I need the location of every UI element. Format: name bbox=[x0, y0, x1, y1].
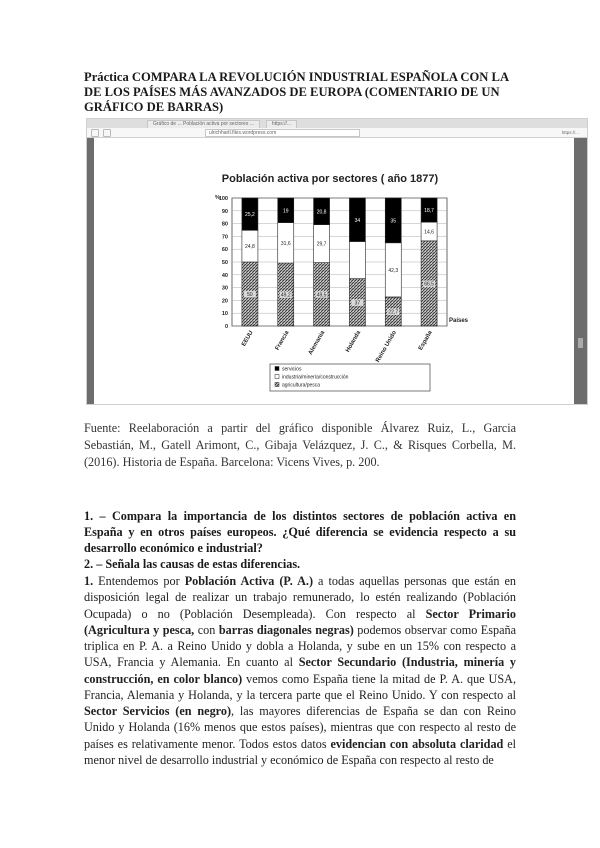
chart-legend bbox=[270, 364, 430, 391]
y-axis bbox=[219, 196, 228, 330]
y-tick-label: 60 bbox=[221, 247, 228, 254]
x-tick-label: Alemania bbox=[307, 330, 327, 357]
legend-label: servicios bbox=[282, 366, 302, 373]
legend-swatch bbox=[275, 367, 279, 371]
answer-bold: Sector Primario (Agricultura y pesca, bbox=[84, 606, 516, 637]
x-axis-labels bbox=[241, 329, 434, 363]
browser-tab: https://... bbox=[266, 120, 297, 128]
browser-tab-strip bbox=[87, 119, 587, 128]
forward-icon bbox=[103, 129, 111, 137]
data-label: 20,8 bbox=[316, 209, 327, 216]
scrollbar-thumb[interactable] bbox=[578, 338, 583, 348]
answer-text: podemos observar como España triplica en P. A. a Reino Unido y dobla a Holanda, y sube en un 15% con respecto a USA, Francia y Alemania. En cuanto al bbox=[84, 622, 516, 670]
y-tick-label: 80 bbox=[221, 221, 228, 228]
data-label: 31,6 bbox=[280, 240, 291, 247]
browser-address-bar bbox=[87, 128, 587, 138]
data-label: 35 bbox=[390, 218, 397, 225]
bar-segment bbox=[349, 242, 365, 279]
chart-title: Población activa por sectores ( año 1877) bbox=[221, 173, 439, 185]
legend-swatch bbox=[275, 383, 279, 387]
back-icon bbox=[91, 129, 99, 137]
data-label: 24,8 bbox=[245, 244, 255, 251]
y-tick-label: 10 bbox=[221, 311, 228, 318]
question-2: 2. – Señala las causas de estas diferencias. bbox=[84, 557, 301, 571]
legend-label: agricultura/pesca bbox=[282, 382, 321, 389]
x-tick-label: Reino Unido bbox=[375, 330, 398, 364]
x-axis-label: Países bbox=[449, 318, 469, 324]
data-label: 25,2 bbox=[245, 212, 255, 219]
data-label: 22,7 bbox=[388, 309, 399, 316]
answer-text: , las mayores diferencias de España se dan con Reino Unido y Holanda (16% menos que estos países), mientras que con respecto al resto de países es relativamente menor. Todos estos datos bbox=[84, 704, 516, 751]
y-tick-label: 40 bbox=[221, 272, 228, 279]
data-label: 49,2 bbox=[280, 292, 291, 299]
y-axis-label: % bbox=[215, 195, 220, 201]
browser-url: ulrichhartl.files.wordpress.com bbox=[205, 129, 360, 137]
viewer-right-margin bbox=[574, 138, 587, 404]
answer-text: con bbox=[194, 622, 219, 637]
data-label: 42,3 bbox=[388, 267, 399, 274]
answer-paragraph bbox=[84, 573, 516, 768]
answer-bold: Sector Secundario (Industria, minería y construcción, en color blanco) bbox=[84, 655, 517, 686]
y-tick-label: 20 bbox=[221, 298, 228, 305]
data-label: 50 bbox=[247, 292, 253, 298]
y-tick-label: 0 bbox=[224, 324, 228, 330]
answer-bold: evidencian con absoluta claridad bbox=[330, 736, 504, 751]
embedded-browser-screenshot bbox=[86, 118, 588, 405]
chart-grid bbox=[232, 198, 447, 326]
title-lead: Práctica bbox=[84, 70, 129, 84]
data-label: 14,6 bbox=[424, 229, 434, 236]
y-tick-label: 70 bbox=[221, 234, 228, 241]
data-label: 18,7 bbox=[424, 208, 434, 215]
answer-text: a todas aquellas personas que están en disposición legal de realizar un trabajo remunerado, lo estén realizando (Población Ocupada) o no (Población Desempleada). Con respecto al bbox=[84, 574, 516, 621]
question-1: 1. – Compara la importancia de los distintos sectores de población activa en España y en otros países europeos. ¿Qué diferencia se evidencia respecto a su desarrollo económico e industrial? bbox=[84, 509, 516, 555]
browser-url-secondary: https://... bbox=[561, 130, 579, 135]
title-text: COMPARA LA REVOLUCIÓN INDUSTRIAL ESPAÑOLA CON LA DE LOS PAÍSES MÁS AVANZADOS DE EUROPA (COMENTARIO DE UN GRÁFICO DE BARRAS) bbox=[84, 70, 509, 114]
image-viewer bbox=[87, 138, 587, 404]
y-tick-label: 90 bbox=[221, 208, 228, 215]
y-tick-label: 50 bbox=[221, 260, 228, 266]
answer-bold: Población Activa (P. A.) bbox=[184, 574, 314, 588]
answer-bold: barras diagonales negras) bbox=[218, 622, 354, 637]
data-label: 34 bbox=[354, 217, 361, 224]
browser-tab: Gráfico de ... Población activa por sectores ... bbox=[147, 120, 260, 128]
answer-number: 1. bbox=[84, 574, 94, 588]
questions-block bbox=[84, 508, 516, 572]
population-chart bbox=[87, 138, 587, 404]
document-title bbox=[84, 70, 524, 115]
legend-label: industria/minería/construcción bbox=[282, 374, 349, 381]
x-tick-label: Holanda bbox=[345, 330, 363, 354]
legend-swatch bbox=[275, 375, 279, 379]
x-tick-label: EEUU bbox=[241, 330, 255, 348]
data-label: 29,7 bbox=[316, 241, 327, 248]
y-tick-label: 100 bbox=[218, 196, 228, 202]
x-tick-label: Francia bbox=[274, 330, 291, 352]
answer-bold: Sector Servicios (en negro) bbox=[84, 704, 232, 718]
answer-text: Entendemos por bbox=[93, 574, 185, 588]
y-tick-label: 30 bbox=[221, 285, 228, 292]
data-label: 37 bbox=[354, 300, 361, 307]
x-tick-label: España bbox=[417, 330, 434, 352]
data-label: 66,5 bbox=[424, 281, 434, 288]
answer-text: vemos como España tiene la mitad de P. A. que USA, Francia, Alemania y Holanda, y la tercera parte que el Reino Unido. Y con respecto al bbox=[84, 671, 516, 702]
data-label: 49,5 bbox=[316, 292, 327, 299]
answer-text: el menor nivel de desarrollo industrial y económico de España con respecto al resto de bbox=[84, 736, 516, 767]
data-label: 19 bbox=[282, 208, 289, 215]
figure-source-caption: Fuente: Reelaboración a partir del gráfico disponible Álvarez Ruiz, L., Garcia Sebastián, M., Gatell Arimont, C., Gibaja Velázquez, J. C., & Risques Corbella, M. (2016). Historia de España. Barcelona: Vicens Vives, p. 200. bbox=[84, 421, 516, 469]
